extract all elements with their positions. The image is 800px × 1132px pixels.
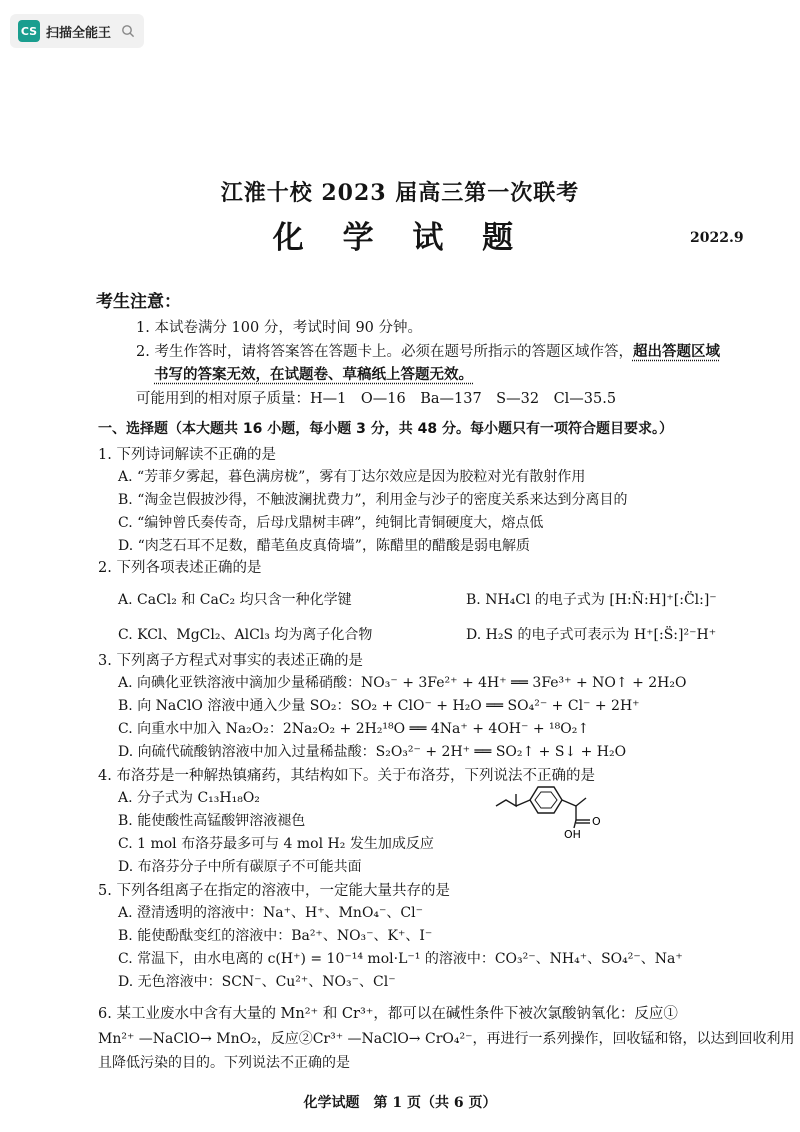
question-1-option-a: A. “芳菲夕雾起，暮色满房栊”，雾有丁达尔效应是因为胶粒对光有散射作用 xyxy=(118,469,586,485)
question-5-option-a: A. 澄清透明的溶液中：Na⁺、H⁺、MnO₄⁻、Cl⁻ xyxy=(118,905,424,921)
question-3-stem: 3. 下列离子方程式对事实的表述正确的是 xyxy=(98,653,363,669)
ibuprofen-carbonyl-o: O xyxy=(592,815,601,828)
question-4-option-c: C. 1 mol 布洛芬最多可与 4 mol H₂ 发生加成反应 xyxy=(118,836,434,852)
question-3-option-d: D. 向硫代硫酸钠溶液中加入过量稀盐酸：S₂O₃²⁻ + 2H⁺ ══ SO₂↑ + S↓ + H₂O xyxy=(118,744,627,760)
question-2-stem: 2. 下列各项表述正确的是 xyxy=(98,560,262,576)
notice-item-2-text: 2. 考生作答时，请将答案答在答题卡上。必须在题号所指示的答题区域作答， xyxy=(136,344,633,360)
question-3-option-a: A. 向碘化亚铁溶液中滴加少量稀硝酸：NO₃⁻ + 3Fe²⁺ + 4H⁺ ══ 3Fe³⁺ + NO↑ + 2H₂O xyxy=(118,675,687,691)
ibuprofen-hydroxyl: OH xyxy=(564,828,581,838)
atomic-masses: 可能用到的相对原子质量：H—1 O—16 Ba—137 S—32 Cl—35.5 xyxy=(136,391,617,407)
ibuprofen-bonds xyxy=(496,787,590,828)
question-6-line-2: Mn²⁺ —NaClO→ MnO₂，反应②Cr³⁺ —NaClO→ CrO₄²⁻，再进行一系列操作，回收锰和铬，以达到回收利用 xyxy=(98,1031,795,1047)
ibuprofen-structure xyxy=(494,782,654,838)
question-4-option-b: B. 能使酸性高锰酸钾溶液褪色 xyxy=(118,813,306,829)
question-2-option-a: A. CaCl₂ 和 CaC₂ 均只含一种化学键 xyxy=(118,592,352,608)
question-6-line-3: 且降低污染的目的。下列说法不正确的是 xyxy=(98,1055,350,1071)
question-5-option-c: C. 常温下，由水电离的 c(H⁺) = 10⁻¹⁴ mol·L⁻¹ 的溶液中：CO₃²⁻、NH₄⁺、SO₄²⁻、Na⁺ xyxy=(118,951,683,967)
question-4-stem: 4. 布洛芬是一种解热镇痛药，其结构如下。关于布洛芬，下列说法不正确的是 xyxy=(98,768,595,784)
question-3-option-c: C. 向重水中加入 Na₂O₂：2Na₂O₂ + 2H₂¹⁸O ══ 4Na⁺ + 4OH⁻ + ¹⁸O₂↑ xyxy=(118,721,590,737)
question-5-option-d: D. 无色溶液中：SCN⁻、Cu²⁺、NO₃⁻、Cl⁻ xyxy=(118,974,396,990)
question-6-line-1: 6. 某工业废水中含有大量的 Mn²⁺ 和 Cr³⁺，都可以在碱性条件下被次氯酸钠氧化：反应① xyxy=(98,1006,678,1022)
section-heading-choice: 一、选择题（本大题共 16 小题，每小题 3 分，共 48 分。每小题只有一项符合题目要求。） xyxy=(98,421,673,437)
question-2-option-b: B. NH₄Cl 的电子式为 [H:N̈:H]⁺[:C̈l:]⁻ xyxy=(466,592,717,608)
question-5-option-b: B. 能使酚酞变红的溶液中：Ba²⁺、NO₃⁻、K⁺、I⁻ xyxy=(118,928,433,944)
notice-heading: 考生注意： xyxy=(96,292,181,312)
question-1-option-b: B. “淘金岂假披沙得，不触波澜扰费力”，利用金与沙子的密度关系来达到分离目的 xyxy=(118,492,628,508)
notice-item-2-continued: 书写的答案无效，在试题卷、草稿纸上答题无效。 xyxy=(154,366,473,383)
app-name: 扫描全能王 xyxy=(46,25,112,41)
question-1-stem: 1. 下列诗词解读不正确的是 xyxy=(98,447,276,463)
question-1-option-c: C. “编钟曾氏奏传奇，后母戊鼎树丰碑”，纯铜比青铜硬度大，熔点低 xyxy=(118,515,544,531)
question-4-option-a: A. 分子式为 C₁₃H₁₈O₂ xyxy=(118,790,260,806)
notice-item-2 xyxy=(136,340,720,361)
page-footer: 化学试题 第 1 页（共 6 页） xyxy=(303,1095,497,1111)
question-3-option-b: B. 向 NaClO 溶液中通入少量 SO₂：SO₂ + ClO⁻ + H₂O ══ SO₄²⁻ + Cl⁻ + 2H⁺ xyxy=(118,698,640,714)
notice-item-1: 1. 本试卷满分 100 分，考试时间 90 分钟。 xyxy=(136,320,423,336)
question-2-option-c: C. KCl、MgCl₂、AlCl₃ 均为离子化合物 xyxy=(118,627,373,643)
question-5-stem: 5. 下列各组离子在指定的溶液中，一定能大量共存的是 xyxy=(98,883,450,899)
question-1-option-d: D. “肉芝石耳不足数，醋芼鱼皮真倚墙”，陈醋里的醋酸是弱电解质 xyxy=(118,538,530,554)
camscanner-logo: CS xyxy=(18,20,40,42)
subject-title: 化 学 试 题 xyxy=(272,220,528,256)
question-4-option-d: D. 布洛芬分子中所有碳原子不可能共面 xyxy=(118,859,362,875)
notice-item-2-emphasis: 超出答题区域 xyxy=(632,343,720,360)
question-2-option-d: D. H₂S 的电子式可表示为 H⁺[:S̈:]²⁻H⁺ xyxy=(466,627,717,643)
exam-date: 2022.9 xyxy=(690,230,744,246)
exam-title: 江淮十校 2023 届高三第一次联考 xyxy=(220,180,580,206)
